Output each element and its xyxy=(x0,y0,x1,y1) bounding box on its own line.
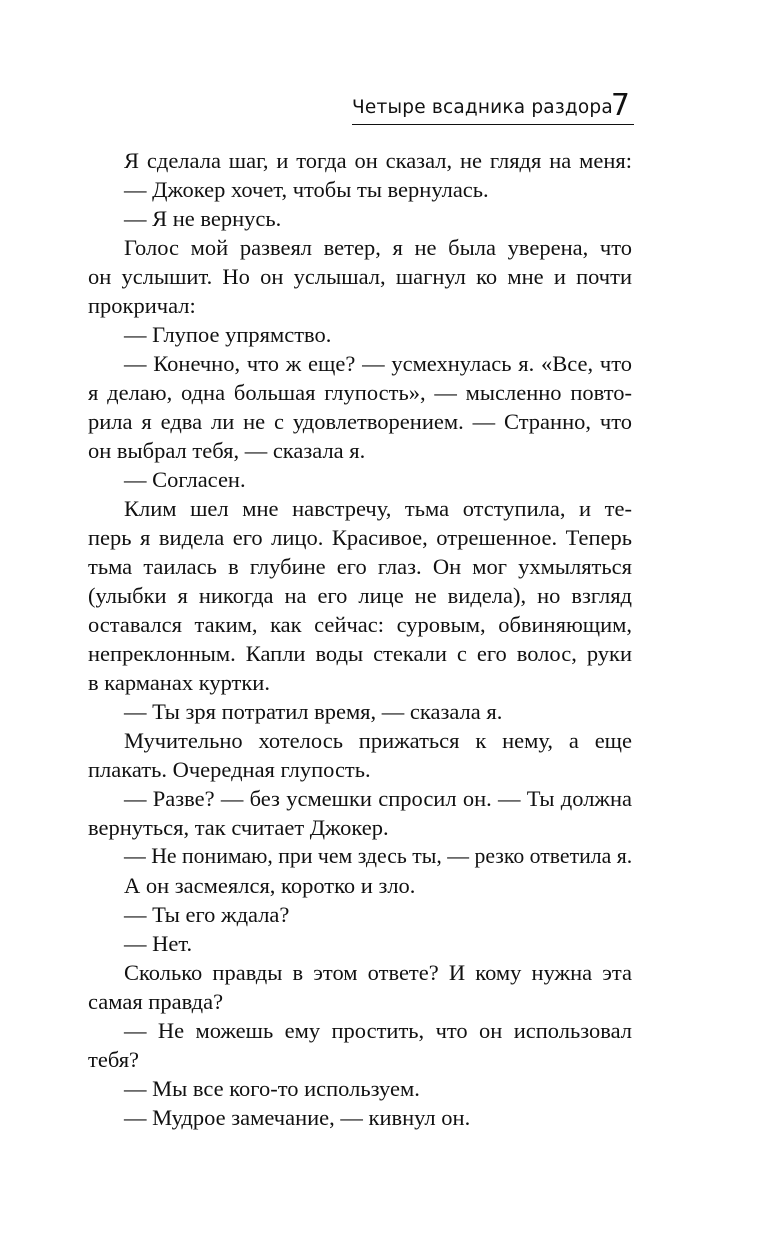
text-line: — Согласен. xyxy=(124,467,246,492)
text-line: перь я видела его лицо. Красивое, отрешенное. Теперь xyxy=(88,525,632,550)
text-line: — Не можешь ему простить, что он использовал xyxy=(124,1018,632,1043)
text-line: он выбрал тебя, — сказала я. xyxy=(88,438,366,463)
text-line: (улыбки я никогда на его лице не видела), но взгляд xyxy=(88,583,632,608)
text-line: — Ты зря потратил время, — сказала я. xyxy=(124,699,503,724)
text-line: — Глупое упрямство. xyxy=(124,322,332,347)
page-number: 7 xyxy=(610,88,630,123)
text-line: оставался таким, как сейчас: суровым, обвиняющим, xyxy=(88,612,632,637)
text-line: Сколько правды в этом ответе? И кому нужна эта xyxy=(124,960,632,985)
text-line: — Нет. xyxy=(124,931,193,956)
text-line: самая правда? xyxy=(88,989,224,1014)
text-line: — Мы все кого-то используем. xyxy=(124,1076,420,1101)
text-line: Я сделала шаг, и тогда он сказал, не глядя на меня: xyxy=(124,148,632,173)
text-line: — Разве? — без усмешки спросил он. — Ты должна xyxy=(124,786,632,811)
running-head xyxy=(352,88,634,125)
text-line: А он засмеялся, коротко и зло. xyxy=(124,873,416,898)
body-text xyxy=(88,146,632,1132)
text-line: плакать. Очередная глупость. xyxy=(88,757,371,782)
text-line: в карманах куртки. xyxy=(88,670,270,695)
text-line: тьма таилась в глубине его глаз. Он мог ухмыляться xyxy=(88,554,632,579)
text-line: — Джокер хочет, чтобы ты вернулась. xyxy=(124,177,489,202)
text-line: я делаю, одна большая глупость», — мысленно повто- xyxy=(88,380,632,405)
text-line: Мучительно хотелось прижаться к нему, а еще xyxy=(124,728,632,753)
text-line: Клим шел мне навстречу, тьма отступила, и те- xyxy=(124,496,632,521)
text-line: тебя? xyxy=(88,1047,140,1072)
running-head-title: Четыре всадника раздора xyxy=(352,97,613,118)
text-line: непреклонным. Капли воды стекали с его волос, руки xyxy=(88,641,632,666)
text-line: Голос мой развеял ветер, я не была уверена, что xyxy=(124,235,632,260)
text-line: — Не понимаю, при чем здесь ты, — резко ответила я. xyxy=(124,844,633,868)
text-line: рила я едва ли не с удовлетворением. — Странно, что xyxy=(88,409,632,434)
text-line: — Мудрое замечание, — кивнул он. xyxy=(124,1105,471,1130)
text-line: — Ты его ждала? xyxy=(124,902,290,927)
text-line: он услышит. Но он услышал, шагнул ко мне и почти xyxy=(88,264,632,289)
text-line: — Я не вернусь. xyxy=(124,206,282,231)
text-line: прокричал: xyxy=(88,293,196,318)
text-line: вернуться, так считает Джокер. xyxy=(88,815,389,840)
text-line: — Конечно, что ж еще? — усмехнулась я. «Все, что xyxy=(124,351,632,376)
